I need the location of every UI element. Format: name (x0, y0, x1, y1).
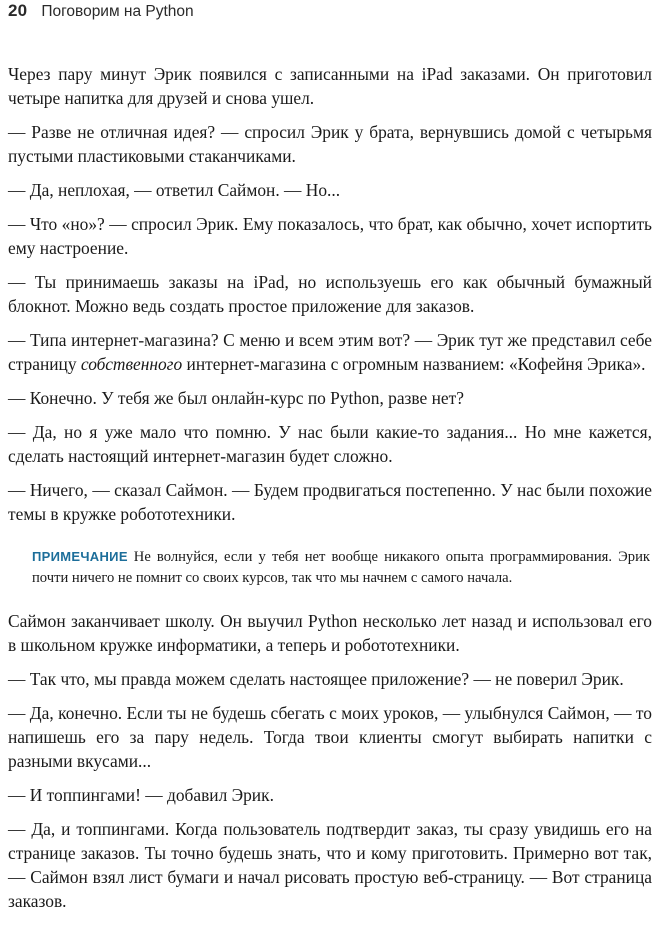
paragraph: — Да, и топпингами. Когда пользователь подтвердит заказ, ты сразу увидишь его на странице заказов. Ты точно будешь знать, что и кому приготовить. Примерно вот так, — Саймон взял лист бумаги и начал рисовать простую веб-страницу. — Вот страница заказов. (8, 819, 652, 911)
text-run: — Типа интернет-магазина? С меню и всем этим вот? — Эрик тут же представил себе страницу (8, 330, 652, 374)
paragraph: — Конечно. У тебя же был онлайн-курс по Python, разве нет? (8, 388, 464, 408)
page-header (8, 1, 652, 27)
paragraph: — Да, конечно. Если ты не будешь сбегать с моих уроков, — улыбнулся Саймон, — то напишешь его за пару недель. Тогда твои клиенты смогут выбирать напитки с разными вкусами... (8, 703, 652, 771)
paragraph: — Ничего, — сказал Саймон. — Будем продвигаться постепенно. У нас были похожие темы в кружке робототехники. (8, 480, 652, 524)
paragraph: — Да, но я уже мало что помню. У нас были какие-то задания... Но мне кажется, сделать настоящий интернет-магазин будет сложно. (8, 422, 652, 466)
paragraph: — Что «но»? — спросил Эрик. Ему показалось, что брат, как обычно, хочет испортить ему настроение. (8, 214, 652, 258)
paragraph-with-emphasis (8, 328, 652, 376)
paragraph: — Ты принимаешь заказы на iPad, но используешь его как обычный бумажный блокнот. Можно ведь создать простое приложение для заказов. (8, 272, 652, 316)
body-text-continued (8, 609, 652, 913)
book-page (8, 0, 652, 913)
page-number: 20 (8, 1, 28, 20)
paragraph: — Так что, мы правда можем сделать настоящее приложение? — не поверил Эрик. (8, 669, 624, 689)
emphasis-text: собственного (80, 354, 183, 374)
paragraph: — И топпингами! — добавил Эрик. (8, 785, 274, 805)
text-run: интернет-магазина с огромным названием: «Кофейня Эрика». (182, 354, 646, 374)
paragraph: Саймон заканчивает школу. Он выучил Python несколько лет назад и использовал его в школьном кружке информатики, а теперь и робототехники. (8, 611, 652, 655)
note-block (8, 546, 652, 589)
note-text: Не волнуйся, если у тебя нет вообще никакого опыта программирования. Эрик почти ничего не помнит со своих курсов, так что мы начнем с самого начала. (32, 549, 650, 586)
paragraph: Через пару минут Эрик появился с записанными на iPad заказами. Он приготовил четыре напитка для друзей и снова ушел. (8, 64, 652, 108)
body-text (8, 62, 652, 526)
running-title: Поговорим на Python (41, 3, 194, 20)
paragraph: — Да, неплохая, — ответил Саймон. — Но... (8, 180, 341, 200)
note-label: ПРИМЕЧАНИЕ (32, 549, 128, 564)
paragraph: — Разве не отличная идея? — спросил Эрик у брата, вернувшись домой с четырьмя пустыми пластиковыми стаканчиками. (8, 122, 652, 166)
